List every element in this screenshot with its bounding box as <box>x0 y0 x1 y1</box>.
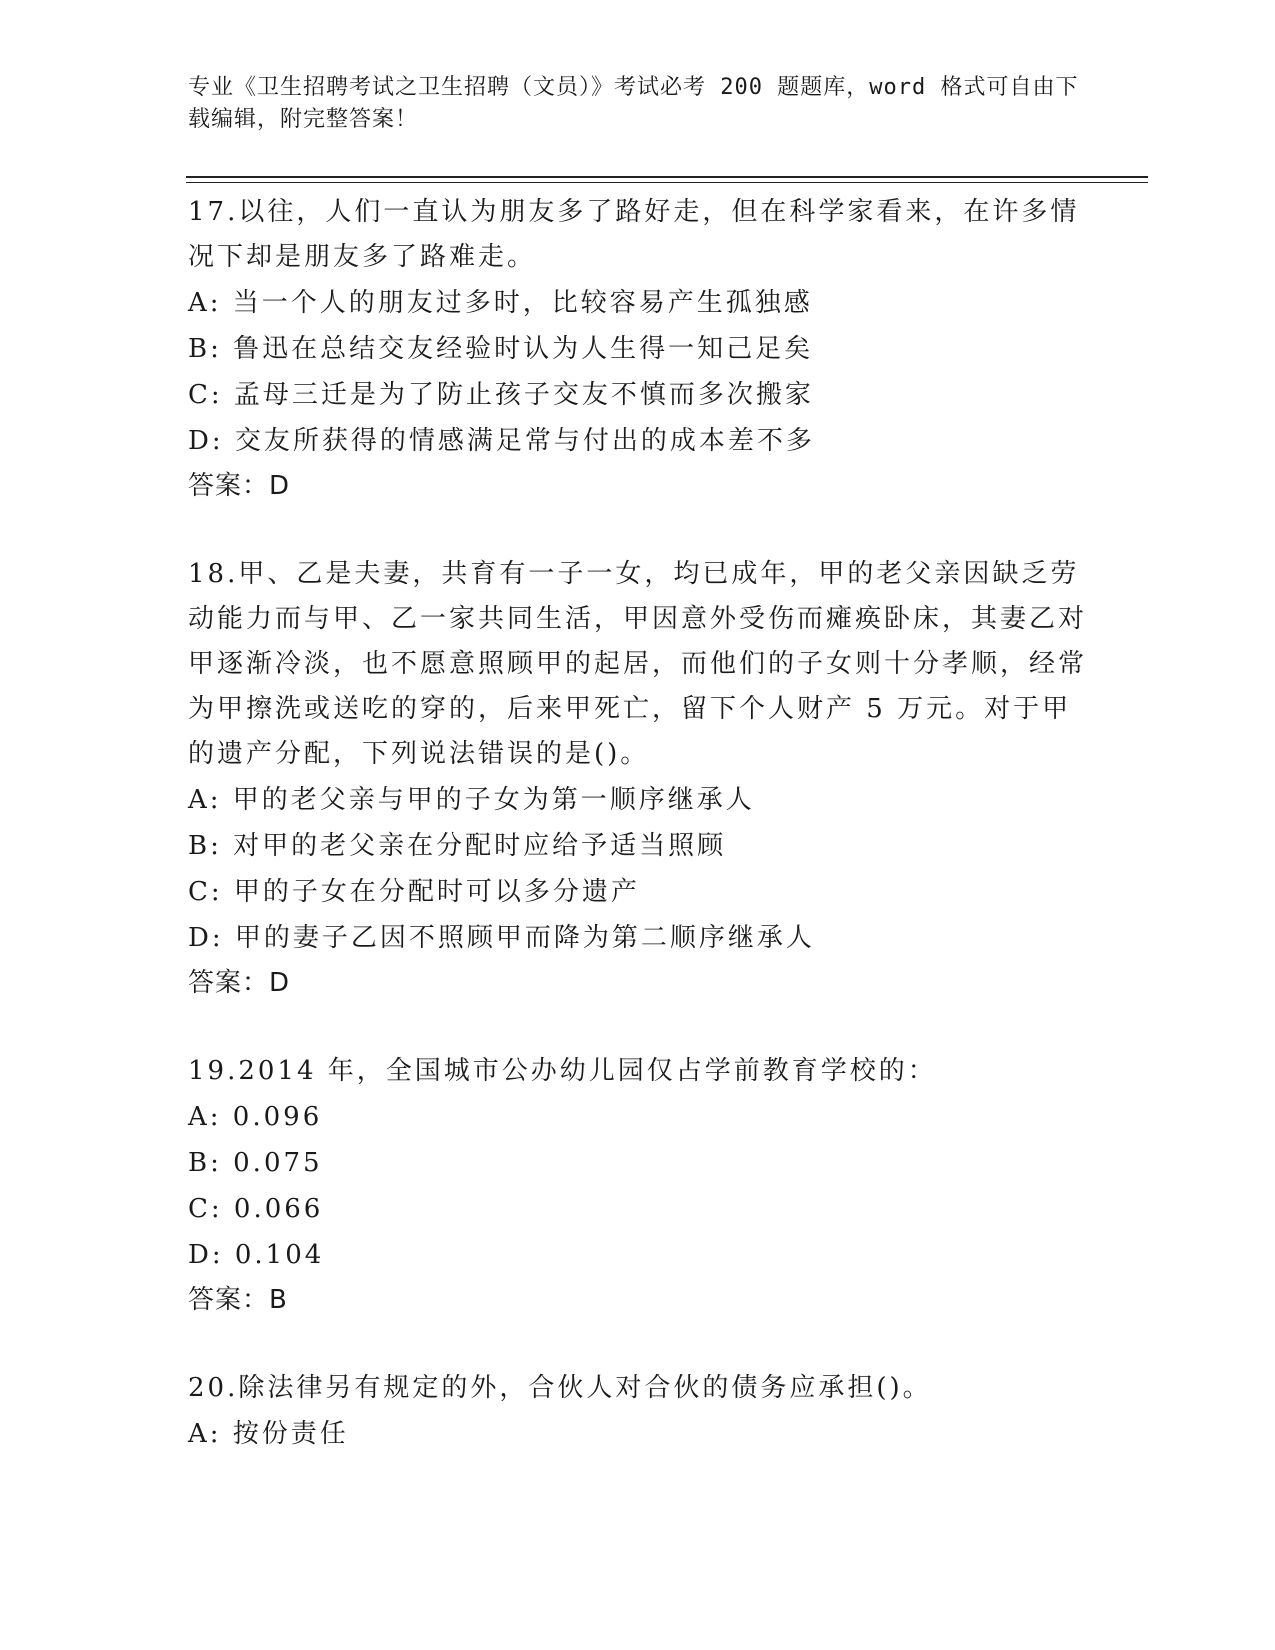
header-divider-thin <box>186 182 1148 183</box>
question-stem: 17.以往，人们一直认为朋友多了路好走，但在科学家看来，在许多情况下却是朋友多了路难走。 <box>188 197 1080 272</box>
document-header: 专业《卫生招聘考试之卫生招聘（文员）》考试必考 200 题题库，word 格式可自由下载编辑，附完整答案！ <box>188 75 1079 132</box>
option-a: A: 按份责任 <box>188 1419 349 1449</box>
option-d: D: 0.104 <box>188 1240 325 1270</box>
option-b: B: 对甲的老父亲在分配时应给予适当照顾 <box>188 831 727 861</box>
question-stem: 18.甲、乙是夫妻，共育有一子一女，均已成年，甲的老父亲因缺乏劳动能力而与甲、乙一家共同生活，甲因意外受伤而瘫痪卧床，其妻乙对甲逐渐冷淡，也不愿意照顾甲的起居，而他们的子女则十分孝顺，经常为甲擦洗或送吃的穿的，后来甲死亡，留下个人财产 5 万元。对于甲的遗产分配，下列说法错误的是()。 <box>188 559 1088 769</box>
option-b: B: 鲁迅在总结交友经验时认为人生得一知己足矣 <box>188 334 814 364</box>
question-stem: 20.除法律另有规定的外，合伙人对合伙的债务应承担()。 <box>188 1373 932 1403</box>
answer: 答案：B <box>188 1285 288 1315</box>
option-d: D: 交友所获得的情感满足常与付出的成本差不多 <box>188 426 815 456</box>
question-20 <box>188 1366 1088 1457</box>
option-a: A: 0.096 <box>188 1102 323 1132</box>
option-d: D: 甲的妻子乙因不照顾甲而降为第二顺序继承人 <box>188 923 815 953</box>
option-a: A: 甲的老父亲与甲的子女为第一顺序继承人 <box>188 785 755 815</box>
option-b: B: 0.075 <box>188 1148 323 1178</box>
header-divider <box>186 176 1148 178</box>
question-18 <box>188 552 1088 1005</box>
question-17 <box>188 190 1088 508</box>
question-19 <box>188 1049 1088 1322</box>
answer: 答案：D <box>188 471 291 501</box>
option-a: A: 当一个人的朋友过多时，比较容易产生孤独感 <box>188 288 813 318</box>
option-c: C: 甲的子女在分配时可以多分遗产 <box>188 877 640 907</box>
question-stem: 19.2014 年，全国城市公办幼儿园仅占学前教育学校的： <box>188 1056 937 1086</box>
answer: 答案：D <box>188 968 291 998</box>
option-c: C: 孟母三迁是为了防止孩子交友不慎而多次搬家 <box>188 380 814 410</box>
question-list <box>188 190 1088 1501</box>
option-c: C: 0.066 <box>188 1194 324 1224</box>
